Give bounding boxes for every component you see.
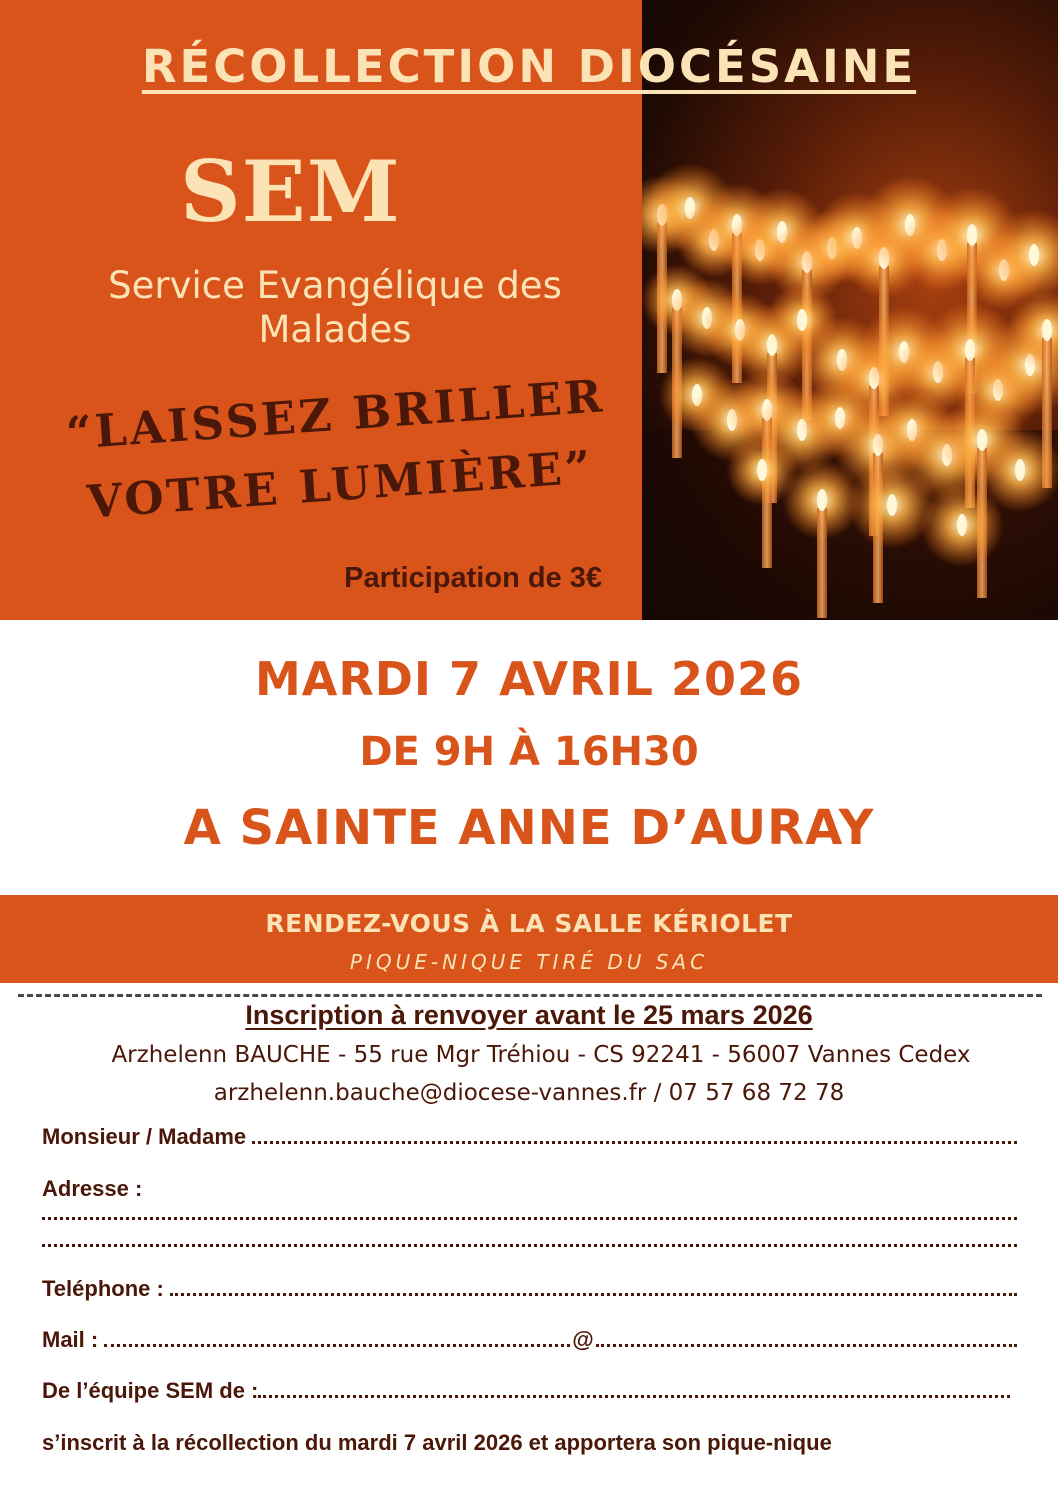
cut-line (18, 994, 1042, 997)
address-line-2[interactable] (42, 1230, 1017, 1260)
candle-flame (1015, 459, 1025, 481)
mail-domain-line[interactable] (596, 1330, 1017, 1347)
candle-flame (1029, 244, 1039, 266)
event-time: DE 9H À 16H30 (359, 729, 699, 775)
team-line[interactable] (258, 1381, 1010, 1398)
candle-flame (797, 309, 807, 331)
phone-label: Teléphone : (42, 1276, 164, 1301)
sem-logo: SEM (180, 142, 401, 241)
candle-flame (1042, 319, 1052, 341)
registration-contact: arzhelenn.bauche@diocese-vannes.fr / 07 57 68 72 78 (213, 1080, 845, 1106)
event-place: A SAINTE ANNE D’AURAY (183, 800, 875, 856)
registration-title: Inscription à renvoyer avant le 25 mars 2026 (245, 1000, 813, 1030)
candles-photo (642, 0, 1058, 620)
mail-field[interactable] (42, 1327, 1017, 1357)
meeting-banner (0, 895, 1058, 983)
motto (54, 361, 622, 540)
address-line-2-dots[interactable] (42, 1230, 1017, 1247)
address-line-1-dots[interactable] (42, 1203, 1017, 1220)
closing-statement: s’inscrit à la récollection du mardi 7 avril 2026 et apportera son pique-nique (42, 1430, 832, 1455)
main-title: RÉCOLLECTION DIOCÉSAINE (141, 40, 917, 93)
mail-user-line[interactable] (104, 1330, 570, 1347)
name-label: Monsieur / Madame (42, 1124, 247, 1149)
candles-illustration (642, 0, 1058, 620)
address-line-1[interactable] (42, 1203, 1017, 1233)
candle-flame (757, 459, 767, 481)
address-label: Adresse : (42, 1176, 143, 1201)
picnic-note: PIQUE-NIQUE TIRÉ DU SAC (349, 950, 709, 974)
team-field[interactable] (42, 1378, 1010, 1408)
sem-full-name: Service Evangélique des Malades (108, 264, 562, 351)
participation-fee: Participation de 3€ (344, 562, 602, 594)
header-panel (0, 0, 642, 620)
address-label-row (42, 1176, 1017, 1206)
name-field[interactable] (42, 1124, 1017, 1154)
candle-stick (817, 508, 827, 618)
mail-label: Mail : (42, 1327, 99, 1352)
motto-line-1: “LAISSEZ BRILLER (64, 369, 607, 460)
team-label: De l’équipe SEM de : (42, 1378, 259, 1403)
meeting-location: RENDEZ-VOUS À LA SALLE KÉRIOLET (265, 909, 793, 938)
candle-flame (817, 489, 827, 511)
candle-flame (957, 514, 967, 536)
mail-at-sign: @ (572, 1327, 594, 1352)
motto-line-2: VOTRE LUMIÈRE” (85, 440, 596, 529)
registration-address: Arzhelenn BAUCHE - 55 rue Mgr Tréhiou - CS 92241 - 56007 Vannes Cedex (111, 1042, 971, 1068)
phone-field[interactable] (42, 1276, 1017, 1306)
candle-flame (887, 494, 897, 516)
name-line[interactable] (252, 1127, 1017, 1144)
phone-line[interactable] (170, 1279, 1017, 1296)
event-date: MARDI 7 AVRIL 2026 (254, 652, 804, 706)
